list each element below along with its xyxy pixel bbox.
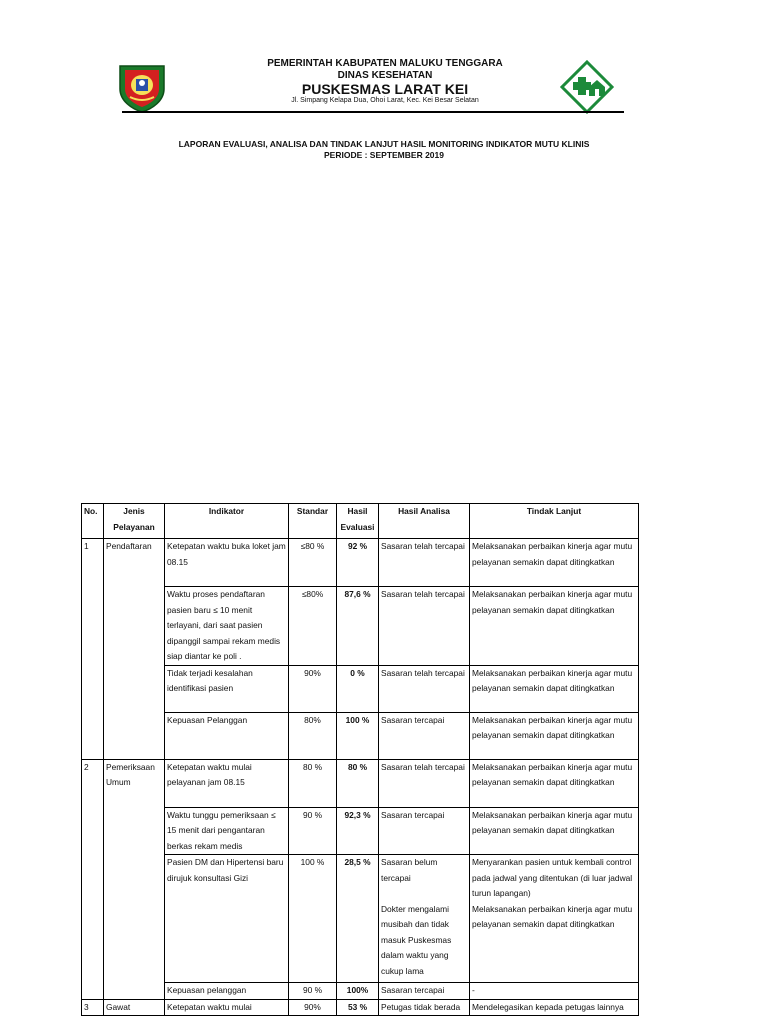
- standard: ≤80 %: [289, 539, 337, 587]
- col-hasil-analisa: Hasil Analisa: [379, 504, 470, 539]
- analysis-result: Sasaran telah tercapai: [379, 539, 470, 587]
- indicator: Tidak terjadi kesalahan identifikasi pasien: [165, 665, 289, 712]
- puskesmas-logo: [560, 60, 614, 114]
- col-hasil-evaluasi: Hasil Evaluasi: [337, 504, 379, 539]
- table-row: [82, 587, 639, 666]
- row-number: 3: [82, 999, 104, 1016]
- follow-up: Menyarankan pasien untuk kembali control pada jadwal yang ditentukan (di luar jadwal turun lapangan) Melaksanakan perbaikan kinerja agar mutu pelayanan semakin dapat ditingkatkan: [470, 855, 639, 983]
- indicator: Ketepatan waktu mulai: [165, 999, 289, 1016]
- evaluation-result: 0 %: [337, 665, 379, 712]
- standard: ≤80%: [289, 587, 337, 666]
- follow-up: Melaksanakan perbaikan kinerja agar mutu pelayanan semakin dapat ditingkatkan: [470, 587, 639, 666]
- letterhead: [0, 0, 768, 130]
- standard: 90%: [289, 999, 337, 1016]
- follow-up: Melaksanakan perbaikan kinerja agar mutu pelayanan semakin dapat ditingkatkan: [470, 807, 639, 855]
- standard: 80%: [289, 712, 337, 759]
- evaluation-result: 100 %: [337, 712, 379, 759]
- analysis-result: Sasaran belum tercapai Dokter mengalami musibah dan tidak masuk Puskesmas dalam waktu yang cukup lama: [379, 855, 470, 983]
- follow-up: -: [470, 983, 639, 1000]
- indicator: Ketepatan waktu buka loket jam 08.15: [165, 539, 289, 587]
- indicator: Kepuasan pelanggan: [165, 983, 289, 1000]
- col-jenis-pelayanan: Jenis Pelayanan: [104, 504, 165, 539]
- follow-up: Mendelegasikan kepada petugas lainnya: [470, 999, 639, 1016]
- report-title: LAPORAN EVALUASI, ANALISA DAN TINDAK LANJUT HASIL MONITORING INDIKATOR MUTU KLINIS: [178, 139, 590, 149]
- table-row: [82, 539, 639, 587]
- evaluation-result: 80 %: [337, 759, 379, 807]
- analysis-result: Sasaran tercapai: [379, 807, 470, 855]
- col-indikator: Indikator: [165, 504, 289, 539]
- standard: 90 %: [289, 807, 337, 855]
- follow-up: Melaksanakan perbaikan kinerja agar mutu pelayanan semakin dapat ditingkatkan: [470, 539, 639, 587]
- report-period: PERIODE : SEPTEMBER 2019: [324, 150, 444, 161]
- table-row: [82, 665, 639, 712]
- col-tindak-lanjut: Tindak Lanjut: [470, 504, 639, 539]
- standard: 90%: [289, 665, 337, 712]
- indicator: Kepuasan Pelanggan: [165, 712, 289, 759]
- col-no: No.: [82, 504, 104, 539]
- service-type: Pendaftaran: [104, 539, 165, 760]
- table-row: [82, 855, 639, 983]
- row-number: 2: [82, 759, 104, 999]
- regency-emblem: [116, 63, 168, 113]
- department-name: DINAS KESEHATAN: [337, 69, 433, 81]
- table-row: [82, 759, 639, 807]
- follow-up: Melaksanakan perbaikan kinerja agar mutu pelayanan semakin dapat ditingkatkan: [470, 759, 639, 807]
- analysis-result: Sasaran telah tercapai: [379, 665, 470, 712]
- analysis-result: Sasaran telah tercapai: [379, 587, 470, 666]
- letterhead-text: [240, 58, 530, 105]
- evaluation-result: 53 %: [337, 999, 379, 1016]
- evaluation-result: 92,3 %: [337, 807, 379, 855]
- standard: 100 %: [289, 855, 337, 983]
- evaluation-result: 92 %: [337, 539, 379, 587]
- evaluation-result: 100%: [337, 983, 379, 1000]
- row-number: 1: [82, 539, 104, 760]
- table-header-row: [82, 504, 639, 539]
- indicator: Ketepatan waktu mulai pelayanan jam 08.15: [165, 759, 289, 807]
- analysis-result: Sasaran telah tercapai: [379, 759, 470, 807]
- indicator: Pasien DM dan Hipertensi baru dirujuk konsultasi Gizi: [165, 855, 289, 983]
- analysis-result: Sasaran tercapai: [379, 712, 470, 759]
- col-standar: Standar: [289, 504, 337, 539]
- puskesmas-name: PUSKESMAS LARAT KEI: [301, 81, 469, 97]
- report-title-block: [150, 139, 618, 162]
- service-type: Pemeriksaan Umum: [104, 759, 165, 999]
- table-row: [82, 999, 639, 1016]
- analysis-result: Sasaran tercapai: [379, 983, 470, 1000]
- indicator: Waktu tunggu pemeriksaan ≤ 15 menit dari pengantaran berkas rekam medis: [165, 807, 289, 855]
- follow-up: Melaksanakan perbaikan kinerja agar mutu pelayanan semakin dapat ditingkatkan: [470, 712, 639, 759]
- indicator-table: [81, 503, 639, 1016]
- header-divider: [122, 111, 624, 113]
- indicator: Waktu proses pendaftaran pasien baru ≤ 10 menit terlayani, dari saat pasien dipanggil sampai rekam medis siap diantar ke poli .: [165, 587, 289, 666]
- government-name: PEMERINTAH KABUPATEN MALUKU TENGGARA: [267, 58, 503, 69]
- service-type: Gawat: [104, 999, 165, 1016]
- follow-up: Melaksanakan perbaikan kinerja agar mutu pelayanan semakin dapat ditingkatkan: [470, 665, 639, 712]
- table-row: [82, 712, 639, 759]
- standard: 90 %: [289, 983, 337, 1000]
- address: Jl. Simpang Kelapa Dua, Ohoi Larat, Kec. Kei Besar Selatan: [291, 97, 479, 105]
- evaluation-result: 28,5 %: [337, 855, 379, 983]
- evaluation-result: 87,6 %: [337, 587, 379, 666]
- analysis-result: Petugas tidak berada: [379, 999, 470, 1016]
- table-row: [82, 807, 639, 855]
- table-row: [82, 983, 639, 1000]
- standard: 80 %: [289, 759, 337, 807]
